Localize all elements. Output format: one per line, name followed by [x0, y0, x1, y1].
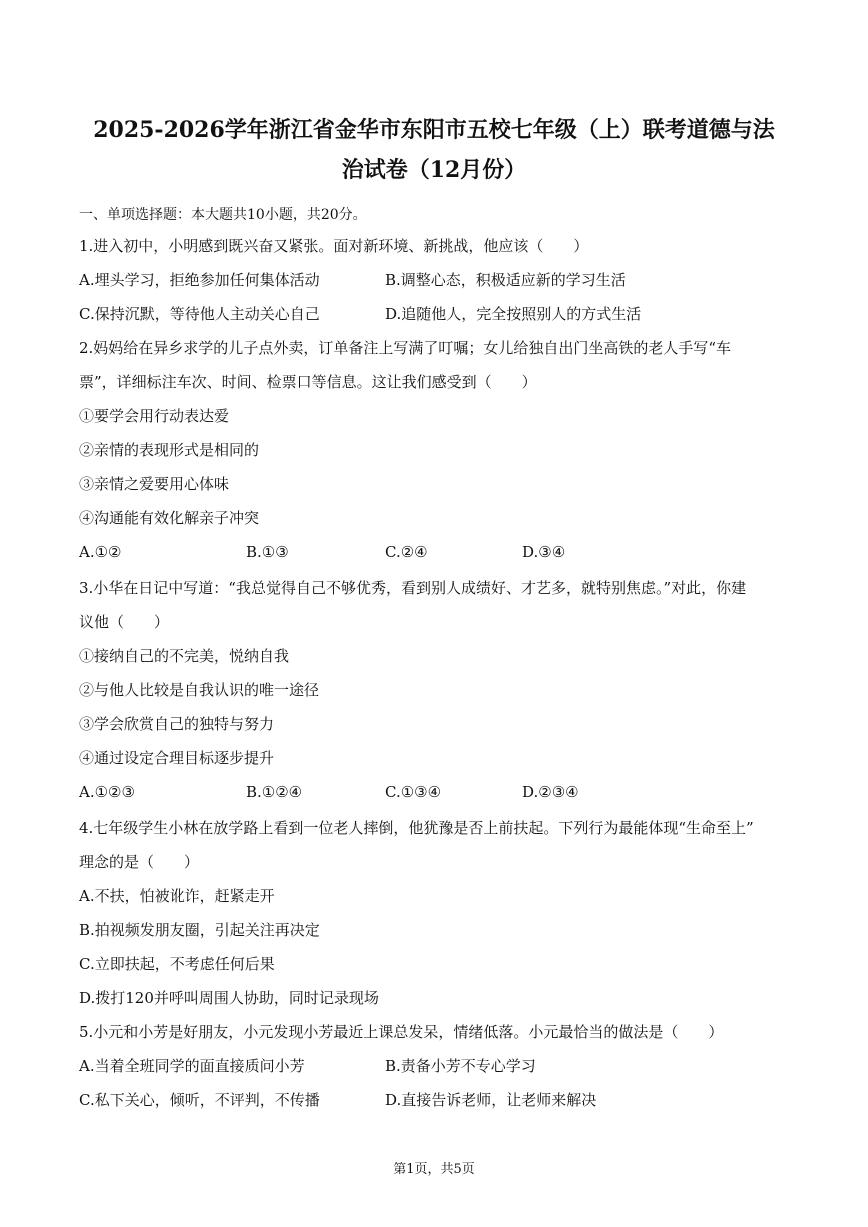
- question-4-option-d: D.拨打120并呼叫周围人协助，同时记录现场: [79, 989, 379, 1007]
- question-5-option-b: B.责备小芳不专心学习: [385, 1057, 536, 1075]
- question-2-option-b: B.①③: [246, 543, 289, 561]
- question-3-statement-1: ①接纳自己的不完美，悦纳自我: [79, 647, 290, 665]
- question-3-stem-line-2: 议他（ ）: [79, 613, 170, 631]
- question-2-option-c: C.②④: [385, 543, 428, 561]
- question-2-statement-4: ④沟通能有效化解亲子冲突: [79, 509, 260, 527]
- page-footer: 第1页，共5页: [393, 1162, 475, 1177]
- question-2-option-a: A.①②: [79, 543, 122, 561]
- title-line-1: 2025-2026学年浙江省金华市东阳市五校七年级（上）联考道德与法: [93, 117, 775, 143]
- question-4-stem-line-2: 理念的是（ ）: [79, 853, 200, 871]
- question-1-option-d: D.追随他人，完全按照别人的方式生活: [385, 305, 642, 323]
- question-5-option-c: C.私下关心，倾听，不评判，不传播: [79, 1091, 320, 1109]
- question-2-statement-1: ①要学会用行动表达爱: [79, 407, 230, 425]
- exam-title: [60, 110, 808, 190]
- question-2-statement-2: ②亲情的表现形式是相同的: [79, 441, 260, 459]
- question-1-option-a: A.埋头学习，拒绝参加任何集体活动: [79, 271, 320, 289]
- question-3-option-b: B.①②④: [246, 783, 303, 801]
- question-1-stem: 1.进入初中，小明感到既兴奋又紧张。面对新环境、新挑战，他应该（ ）: [79, 237, 589, 255]
- question-2-stem-line-2: 票”，详细标注车次、时间、检票口等信息。这让我们感受到（ ）: [79, 373, 537, 391]
- question-3-option-d: D.②③④: [522, 783, 579, 801]
- question-4-option-a: A.不扶，怕被讹诈，赶紧走开: [79, 887, 275, 905]
- question-1-option-c: C.保持沉默，等待他人主动关心自己: [79, 305, 320, 323]
- question-3-option-a: A.①②③: [79, 783, 135, 801]
- title-line-2: 治试卷（12月份）: [341, 157, 527, 183]
- question-4-option-b: B.拍视频发朋友圈，引起关注再决定: [79, 921, 320, 939]
- question-3-statement-4: ④通过设定合理目标逐步提升: [79, 749, 275, 767]
- question-3-option-c: C.①③④: [385, 783, 442, 801]
- question-2-statement-3: ③亲情之爱要用心体味: [79, 475, 230, 493]
- section-heading: 一、单项选择题：本大题共10小题，共20分。: [79, 207, 367, 223]
- question-2-stem-line-1: 2.妈妈给在异乡求学的儿子点外卖，订单备注上写满了叮嘱；女儿给独自出门坐高铁的老人手写“车: [79, 339, 731, 357]
- question-3-stem-line-1: 3.小华在日记中写道：“我总觉得自己不够优秀，看到别人成绩好、才艺多，就特别焦虑。”对此，你建: [79, 579, 747, 597]
- question-3-statement-2: ②与他人比较是自我认识的唯一途径: [79, 681, 320, 699]
- question-3-statement-3: ③学会欣赏自己的独特与努力: [79, 715, 275, 733]
- question-1-option-b: B.调整心态，积极适应新的学习生活: [385, 271, 626, 289]
- question-5-stem: 5.小元和小芳是好朋友，小元发现小芳最近上课总发呆，情绪低落。小元最恰当的做法是（ ）: [79, 1023, 724, 1041]
- question-2-option-d: D.③④: [522, 543, 566, 561]
- question-4-stem-line-1: 4.七年级学生小林在放学路上看到一位老人摔倒，他犹豫是否上前扶起。下列行为最能体现“生命至上”: [79, 819, 754, 837]
- question-5-option-a: A.当着全班同学的面直接质问小芳: [79, 1057, 305, 1075]
- question-4-option-c: C.立即扶起，不考虑任何后果: [79, 955, 275, 973]
- question-5-option-d: D.直接告诉老师，让老师来解决: [385, 1091, 597, 1109]
